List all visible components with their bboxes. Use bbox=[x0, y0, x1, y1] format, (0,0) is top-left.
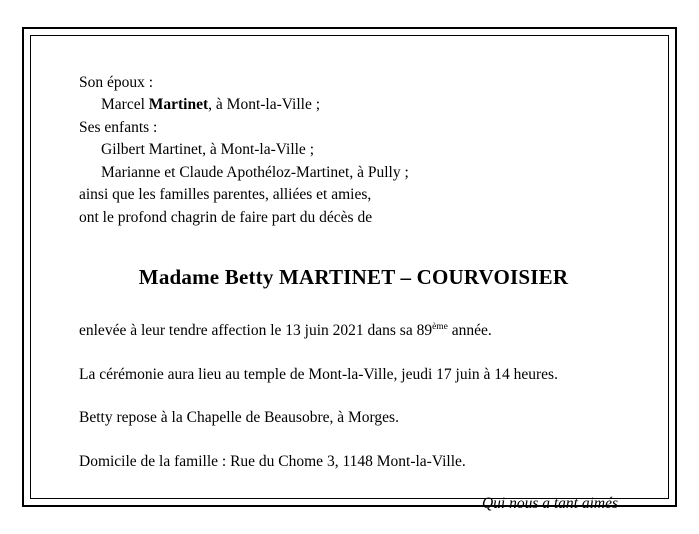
intro-block bbox=[79, 72, 628, 229]
spouse-entry bbox=[79, 94, 628, 116]
death-age-ordinal-suffix: ème bbox=[432, 322, 448, 333]
families-line: ainsi que les familles parentes, alliées et amies, bbox=[79, 186, 372, 204]
repose-paragraph: Betty repose à la Chapelle de Beausobre, à Morges. bbox=[79, 409, 399, 427]
death-notice-inner-border bbox=[30, 35, 669, 513]
ceremony-paragraph: La cérémonie aura lieu au temple de Mont-la-Ville, jeudi 17 juin à 14 heures. bbox=[79, 365, 558, 383]
spouse-location: , à Mont-la-Ville ; bbox=[208, 96, 321, 114]
address-paragraph: Domicile de la famille : Rue du Chome 3, 1148 Mont-la-Ville. bbox=[79, 452, 466, 470]
death-date-after: année. bbox=[447, 322, 492, 340]
child-entry-2: Marianne et Claude Apothéloz-Martinet, à Pully ; bbox=[101, 163, 409, 181]
closing-line: Qui nous a tant aimés bbox=[481, 495, 618, 513]
announce-line: ont le profond chagrin de faire part du décès de bbox=[79, 208, 373, 226]
spouse-first-name: Marcel bbox=[101, 96, 149, 114]
notice-content bbox=[79, 72, 628, 513]
death-notice-outer-border bbox=[22, 27, 677, 513]
deceased-name: Madame Betty MARTINET – COURVOISIER bbox=[138, 265, 569, 290]
children-label: Ses enfants : bbox=[79, 118, 158, 136]
spouse-last-name: Martinet bbox=[148, 96, 209, 114]
spouse-label: Son époux : bbox=[79, 74, 154, 91]
death-date-paragraph bbox=[79, 320, 628, 342]
child-entry-1: Gilbert Martinet, à Mont-la-Ville ; bbox=[101, 141, 314, 159]
death-date-before: enlevée à leur tendre affection le 13 juin 2021 dans sa 89 bbox=[79, 322, 433, 340]
